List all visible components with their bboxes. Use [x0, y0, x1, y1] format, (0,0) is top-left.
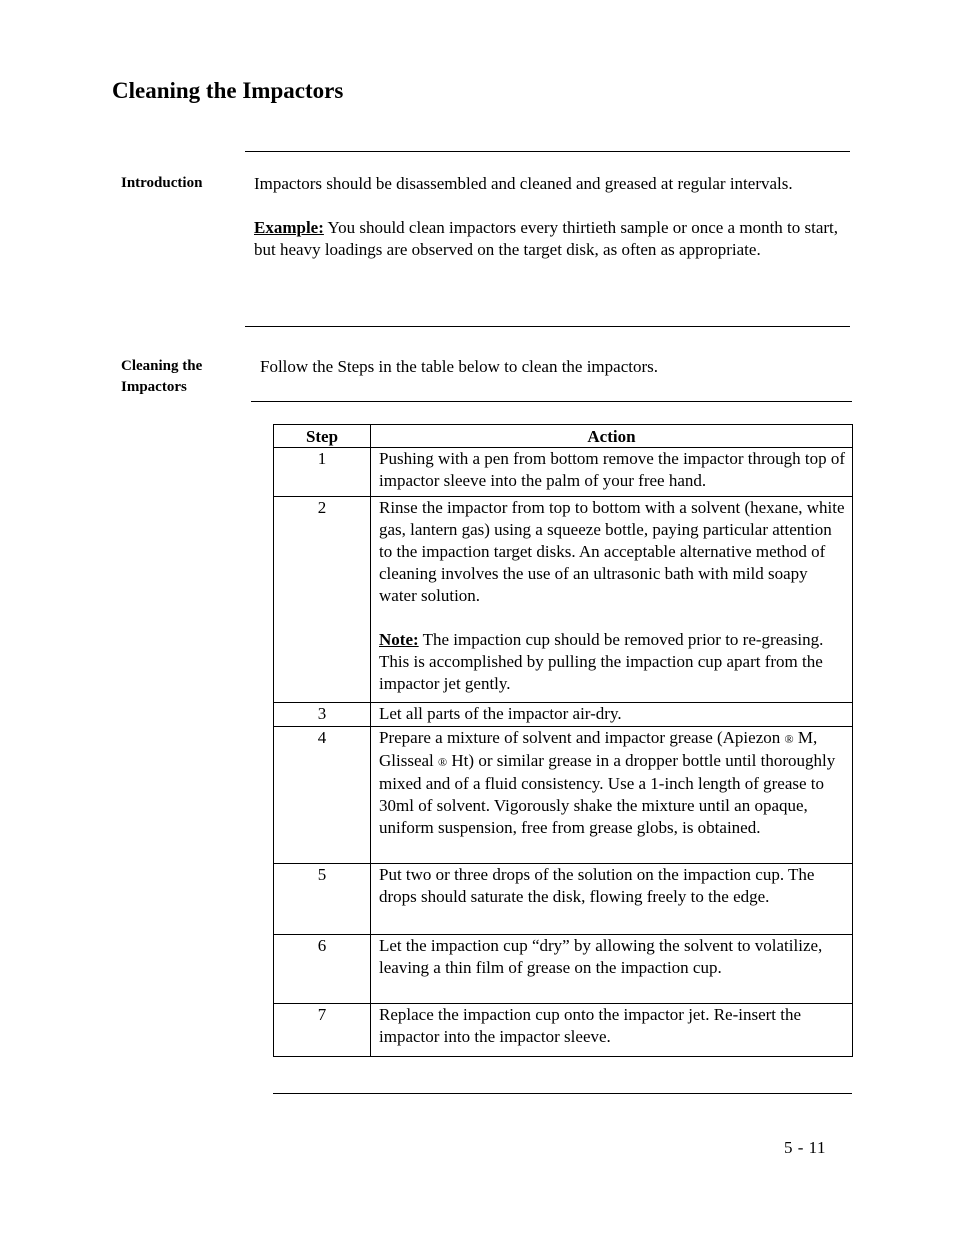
header-step: Step [274, 425, 371, 448]
introduction-text [254, 173, 846, 261]
introduction-paragraph: Impactors should be disassembled and cleaned and greased at regular intervals. [254, 174, 793, 193]
page-number: 5 - 11 [784, 1138, 827, 1157]
registered-mark: ® [438, 755, 448, 769]
step-action: Let the impaction cup “dry” by allowing the solvent to volatilize, leaving a thin film of grease on the impaction cup. [371, 935, 853, 1004]
step-number: 1 [274, 448, 371, 497]
table-row [274, 497, 853, 703]
cleaning-label: Cleaning the Impactors [121, 358, 203, 395]
table-row [274, 864, 853, 935]
step-action [371, 497, 853, 703]
step-action [371, 727, 853, 864]
step-number: 5 [274, 864, 371, 935]
cleaning-intro: Follow the Steps in the table below to clean the impactors. [260, 357, 658, 376]
table-row [274, 448, 853, 497]
step-number: 7 [274, 1004, 371, 1057]
divider [251, 401, 852, 402]
example-label: Example: [254, 218, 324, 237]
introduction-label: Introduction [121, 175, 203, 191]
page-title: Cleaning the Impactors [112, 78, 344, 103]
table-row [274, 935, 853, 1004]
step-number: 6 [274, 935, 371, 1004]
table-header-row [274, 425, 853, 448]
step-action: Put two or three drops of the solution on the impaction cup. The drops should saturate the disk, flowing freely to the edge. [371, 864, 853, 935]
step-action-part: Ht) or similar grease in a dropper bottle until thoroughly mixed and of a fluid consistency. Use a 1-inch length of grease to 30ml of solvent. Vigorously shake the mixture until an opaque, uniform suspension, free from grease globs, is obtained. [379, 751, 836, 837]
step-action: Pushing with a pen from bottom remove the impactor through top of impactor sleeve into the palm of your free hand. [371, 448, 853, 497]
step-note [379, 629, 846, 695]
table-row [274, 727, 853, 864]
step-action: Let all parts of the impactor air-dry. [371, 703, 853, 727]
example-text: You should clean impactors every thirtieth sample or once a month to start, but heavy loadings are observed on the target disk, as often as appropriate. [254, 218, 839, 259]
registered-mark: ® [784, 732, 794, 746]
step-number: 4 [274, 727, 371, 864]
step-action-part: M, Glisseal [379, 728, 818, 770]
note-text: The impaction cup should be removed prior to re-greasing. This is accomplished by pulling the impaction cup apart from the impactor jet gently. [379, 630, 824, 693]
divider [245, 326, 850, 327]
header-action: Action [371, 425, 853, 448]
step-number: 2 [274, 497, 371, 703]
step-action: Replace the impaction cup onto the impactor jet. Re-insert the impactor into the impactor sleeve. [371, 1004, 853, 1057]
divider [273, 1093, 852, 1094]
step-number: 3 [274, 703, 371, 727]
step-action-part: Prepare a mixture of solvent and impactor grease (Apiezon [379, 728, 785, 747]
example-paragraph [254, 217, 846, 261]
table-row [274, 1004, 853, 1057]
note-label: Note: [379, 630, 419, 649]
divider [245, 151, 850, 152]
step-action-text: Rinse the impactor from top to bottom with a solvent (hexane, white gas, lantern gas) using a squeeze bottle, paying particular attention to the impaction target disks. An acceptable alternative method of cleaning involves the use of an ultrasonic bath with mild soapy water solution. [379, 498, 845, 605]
steps-table [273, 424, 853, 1057]
table-row [274, 703, 853, 727]
